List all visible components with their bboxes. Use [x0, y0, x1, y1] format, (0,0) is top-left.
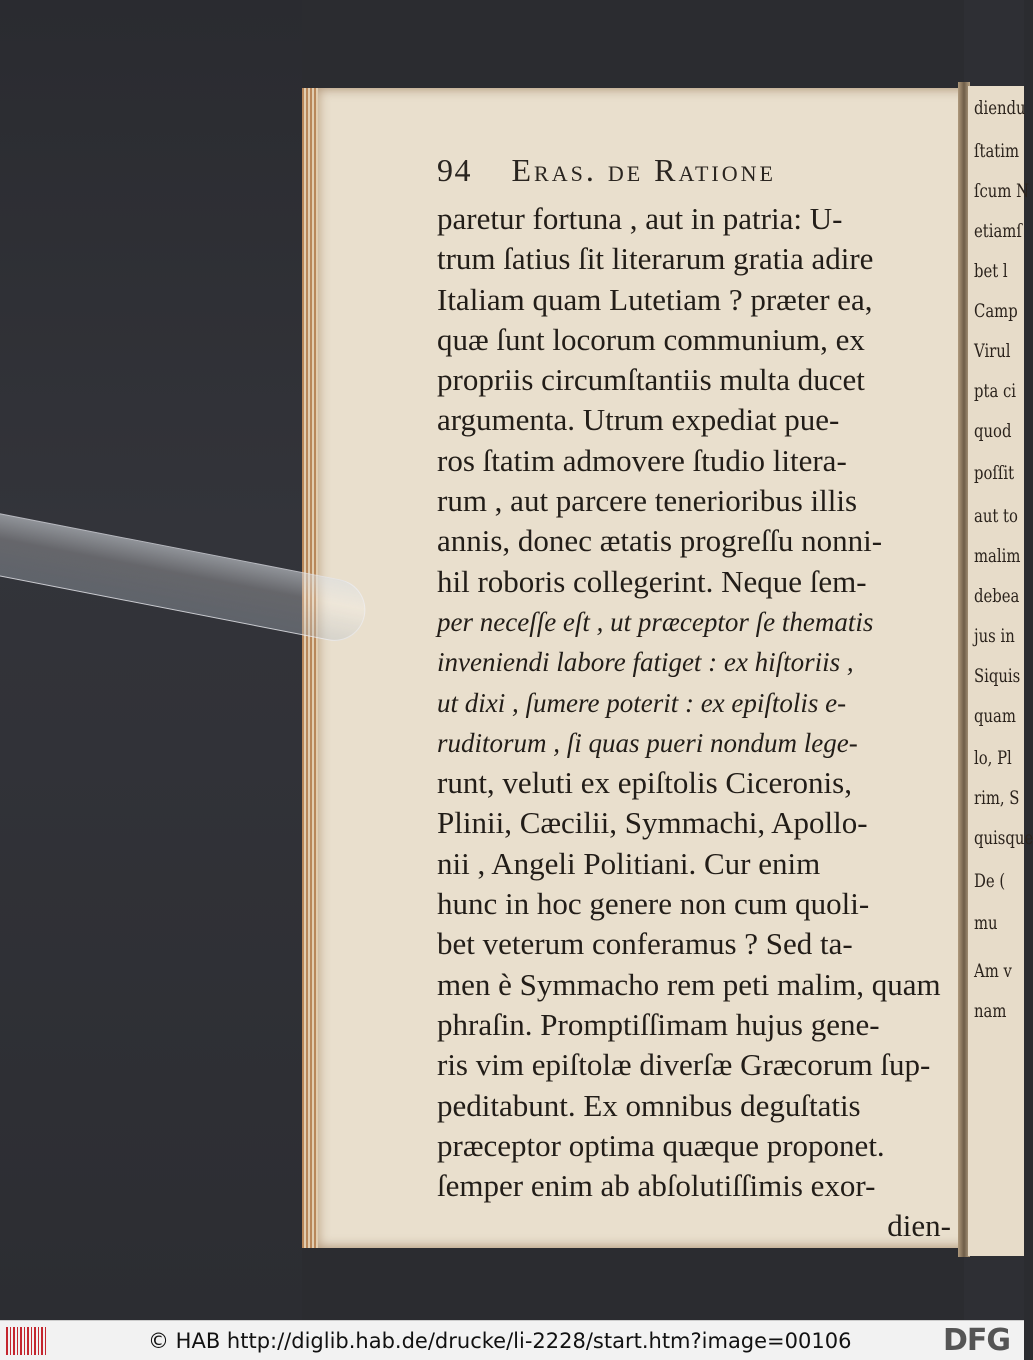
facing-page-text: rim, S: [974, 787, 1020, 809]
facing-page-text: Am v: [974, 960, 1012, 982]
page-edges: [302, 88, 318, 1248]
text-line: paretur fortuna , aut in patria: U-: [437, 201, 843, 236]
text-line: trum ſatius ſit literarum gratia adire: [437, 241, 874, 277]
facing-page-text: Virul: [974, 340, 1011, 362]
page-text: [437, 199, 951, 1247]
facing-page-text: Siquis: [974, 665, 1021, 687]
facing-page-text: bet l: [974, 260, 1008, 282]
text-line: hil roboris collegerint. Neque ſem-: [437, 563, 867, 599]
text-line: peditabunt. Ex omnibus deguſtatis: [437, 1087, 861, 1123]
text-line: men è Symmacho rem peti malim, quam: [437, 966, 941, 1002]
facing-page-text: poſſit: [974, 462, 1015, 484]
facing-page-text: quod: [974, 420, 1012, 442]
text-line: rum , aut parcere tenerioribus illis: [437, 483, 858, 519]
facing-page-text: pta ci: [974, 380, 1017, 402]
text-line: per neceſſe eſt , ut præceptor ſe thematis: [437, 606, 874, 637]
text-line: quæ ſunt locorum communium, ex: [437, 321, 865, 357]
text-line: phraſin. Promptiſſimam hujus gene-: [437, 1006, 880, 1042]
facing-page-text: quam: [974, 705, 1016, 727]
background-left: [0, 0, 302, 1320]
facing-page-fragment: [968, 86, 1033, 1256]
text-line: præceptor optima quæque proponet.: [437, 1127, 885, 1163]
text-line: Italiam quam Lutetiam ? præter ea,: [437, 281, 873, 317]
facing-page-text: De (: [974, 870, 1006, 892]
text-line: annis, donec ætatis progreſſu nonni-: [437, 523, 883, 559]
facing-page-text: quisque: [974, 827, 1033, 849]
facing-page-text: nam: [974, 1000, 1007, 1022]
text-line: ut dixi , ſumere poterit : ex epiſtolis e-: [437, 687, 847, 718]
text-line: ris vim epiſtolæ diverſæ Græcorum ſup-: [437, 1047, 931, 1083]
facing-page-text: ſcum N: [974, 180, 1030, 202]
running-title: Eras. de Ratione: [511, 152, 776, 188]
facing-page-text: mu: [974, 912, 998, 934]
text-line: argumenta. Utrum expediat pue-: [437, 402, 840, 438]
text-line: bet veterum conferamus ? Sed ta-: [437, 926, 853, 962]
barcode-icon: [6, 1327, 48, 1355]
facing-page-text: Camp: [974, 300, 1018, 322]
dfg-logo: DFG: [942, 1323, 1010, 1358]
facing-page-text: malim: [974, 545, 1021, 567]
text-line: ros ſtatim admovere ſtudio litera-: [437, 442, 847, 478]
facing-page-text: diendu: [974, 97, 1026, 119]
facing-page-text: ſtatim: [974, 140, 1020, 162]
text-line: ſemper enim ab abſolutiſſimis exor-: [437, 1168, 876, 1204]
footer-bar: [0, 1320, 1024, 1360]
text-line: inveniendi labore fatiget : ex hiſtoriis ,: [437, 647, 854, 678]
text-line: ruditorum , ſi quas pueri nondum lege-: [437, 727, 858, 758]
running-head: [437, 152, 776, 189]
text-line: hunc in hoc genere non cum quoli-: [437, 886, 870, 922]
text-line: runt, veluti ex epiſtolis Ciceronis,: [437, 765, 852, 801]
facing-page-text: jus in: [974, 625, 1015, 647]
facing-page-text: aut to: [974, 505, 1018, 527]
text-line: nii , Angeli Politiani. Cur enim: [437, 845, 821, 881]
facing-page-text: lo, Pl: [974, 747, 1012, 769]
facing-page-text: debea: [974, 585, 1020, 607]
page-number: 94: [437, 152, 472, 188]
text-line: dien-: [887, 1208, 951, 1244]
facing-page-text: etiamſ: [974, 220, 1022, 242]
text-line: Plinii, Cæcilii, Symmachi, Apollo-: [437, 805, 868, 841]
copyright-text: © HAB http://diglib.hab.de/drucke/li-2228/start.htm?image=00106: [148, 1328, 852, 1353]
text-line: propriis circumſtantiis multa ducet: [437, 362, 865, 398]
